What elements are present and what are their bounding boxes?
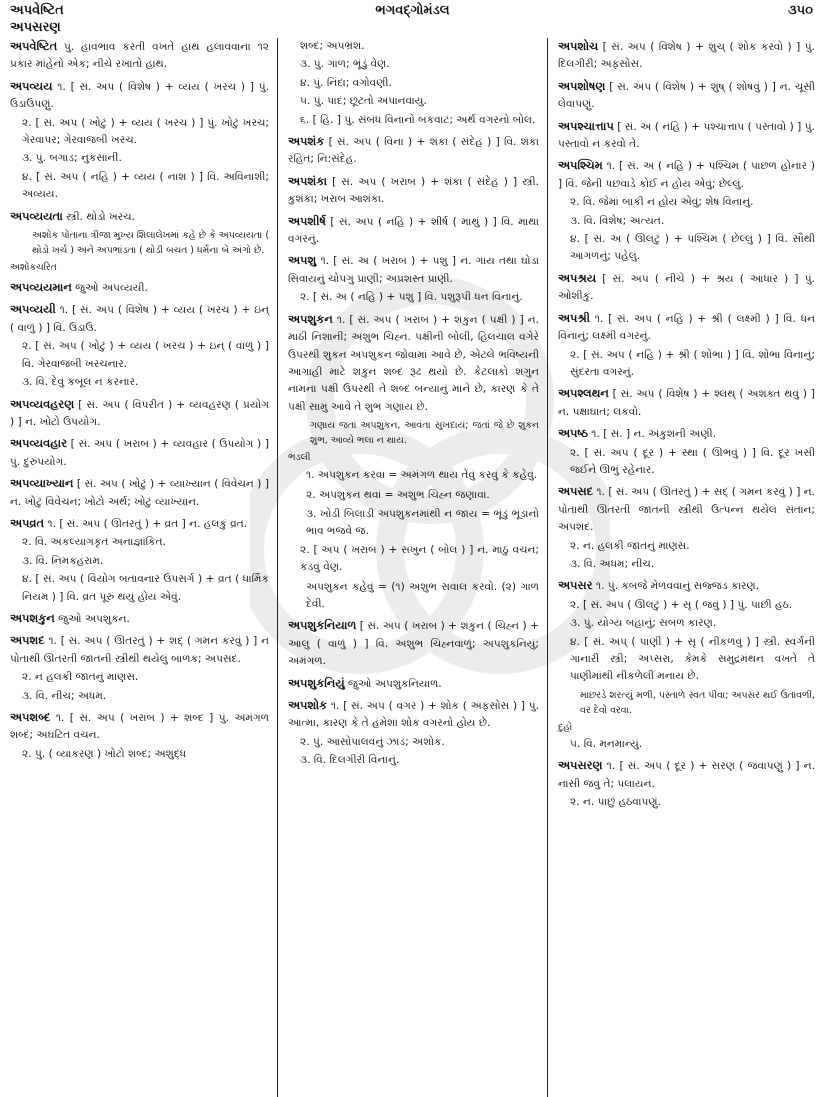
headword: અપશ્રય bbox=[558, 270, 597, 285]
dictionary-entry bbox=[558, 78, 815, 114]
dictionary-entry bbox=[288, 38, 539, 129]
sense: ૩. પું. બગાડ; નુકસાની. bbox=[22, 152, 122, 165]
definition-text: ૧. [ સં. અ ( ખરાબ ) + પશુ ] ન. ગાય તથા ઘોડા સિવાયનું ચોપગું પ્રાણી; અપ્રશસ્ત પ્રાણી. bbox=[288, 255, 539, 285]
headword: અપવ્યય bbox=[10, 78, 53, 93]
dictionary-entry bbox=[10, 208, 269, 275]
definition-text: ૧. [ સં. ] ન. અંકુશની અણી. bbox=[587, 428, 717, 441]
definition-text: જુઓ અપવ્યયી. bbox=[71, 282, 148, 295]
definition-text: [ સં. અપ ( વિશેષ ) + શુચ્ ( શોક કરવો ) ] પું. દિલગીરી; અફસોસ. bbox=[558, 41, 815, 71]
guide-word-first: અપવેષ્ટિત bbox=[10, 3, 64, 18]
entry-definition bbox=[558, 577, 815, 595]
sense: ૩. વિ. વિશેષ; અત્યંત. bbox=[570, 214, 665, 227]
definition-text: [ સં. અપ ( વિપરીત ) + વ્યવહરણ ( પ્રયોગ ) ] ન. ખોટો ઉપયોગ. bbox=[10, 398, 269, 428]
column-right bbox=[547, 38, 825, 1097]
dictionary-entry bbox=[558, 577, 815, 753]
entry-definition bbox=[288, 213, 539, 249]
headword: અપવ્યાખ્યાન bbox=[10, 476, 74, 491]
entry-definition bbox=[10, 396, 269, 432]
headword: અપશ્ચાત્તાપ bbox=[558, 118, 614, 133]
dictionary-entry bbox=[10, 396, 269, 432]
entry-definition bbox=[10, 709, 269, 745]
definition-text: [ સં. અપ ( ખરાબ ) + શકુન ( ચિહ્ન ) + આલુ ( વાળું ) ] વિ. અશુભ ચિહ્નવાળું; અપશુકનિયું; અમંગળ. bbox=[288, 620, 539, 668]
dictionary-entry bbox=[558, 757, 815, 811]
sense: ૨. વિ. જેમાં બાકી ન હોય એવું; શેષ વિનાનું. bbox=[570, 196, 754, 209]
sense: ૪. [ સં. અપ ( નહિ ) + વ્યય ( નાશ ) ] વિ. અવિનાશી; અવ્યય. bbox=[22, 170, 269, 201]
entry-definition bbox=[558, 270, 815, 306]
definition-text: [ સં. અપ ( ખરાબ ) + વ્યવહાર ( ઉપયોગ ) ] પું. દુરુપયોગ. bbox=[10, 438, 269, 468]
sense: ૩. વિ. નિમકહરામ. bbox=[22, 554, 104, 567]
entry-continuation: શબ્દ; અપભ્રંશ. bbox=[300, 40, 365, 52]
guide-word-last: અપસરણ bbox=[10, 20, 61, 35]
entry-definition bbox=[558, 310, 815, 346]
sense: ૪. [ સં. અપ ( વિયોગ બતાવનાર ઉપસર્ગ ) + વ્રત ( ધાર્મિક નિયમ ) ] વિ. વ્રત પૂરું થયું હોય એવું. bbox=[22, 573, 269, 603]
sense: ૨. [ સં. અપ ( નહિ ) + શ્રી ( શોભા ) ] વિ. શોભા વિનાનું; સુંદરતા વગરનું. bbox=[570, 348, 815, 378]
sense: ૨. ન. હલકી જાતનું માણસ. bbox=[570, 539, 690, 552]
definition-text: ૧. [ સં. અપ ( ઊતરતું ) + શદ્ ( ગમન કરવું ) ] ન પોતાથી ઊતરતી જાતની સ્ત્રીથી થયેલું બાળક; અપસદ. bbox=[10, 635, 269, 665]
headword: અપશંક bbox=[288, 134, 325, 149]
dictionary-entry bbox=[10, 279, 269, 297]
dictionary-entry bbox=[288, 133, 539, 169]
definition-text: પું. હાવભાવ કરતી વખતે હાથ હલાવવાના ૧૨ પ્રકાર માંહેનો એક; નીચે રખાતો હાથ. bbox=[10, 41, 269, 71]
page-number: ૩૫૦ bbox=[787, 3, 813, 18]
sense: ૪. [ સં. અ ( ઊલટું ) + પશ્ચિમ ( છેલ્લું ) ] વિ. સૌથી આગળનું; પહેલું. bbox=[570, 233, 815, 263]
quotation-source: ભડલી bbox=[288, 452, 311, 464]
headword: અપશોચ bbox=[558, 39, 599, 53]
sense: ૫. પું. પાદ; છૂટતો અપાનવાયુ. bbox=[300, 95, 427, 108]
headword: અપવ્યયતા bbox=[10, 208, 63, 223]
headword: અપવ્યવહાર bbox=[10, 436, 67, 451]
definition-text: ૧. [ સં. અપ ( વગર ) + શોક ( અફસોસ ) ] પું. આત્મા, કારણ કે તે હંમેશાં શોક વગરનો હોય છે. bbox=[288, 700, 539, 730]
definition-text: ૧. [ સં. અપ ( દૂર ) + સરણ ( જવાપણું ) ] ન. નાસી જવું તે; પલાયન. bbox=[558, 760, 815, 790]
headword: અપશદ bbox=[10, 633, 45, 648]
entry-definition bbox=[10, 475, 269, 511]
dictionary-entry bbox=[558, 270, 815, 306]
dictionary-entry bbox=[288, 675, 539, 693]
definition-text: [ સં. અપ ( ખરાબ ) + શંકા ( સંદેહ ) ] સ્ત્રી. કુશંકા; ખરાબ આશંકા. bbox=[288, 175, 539, 206]
headword: અપસરણ bbox=[558, 758, 603, 773]
definition-text: [ સં. અ ( નહિ ) + પશ્ચાત્તાપ ( પસ્તાવો ) ] પું. પસ્તાવો ન કરવો તે. bbox=[558, 120, 815, 151]
entry-definition bbox=[10, 610, 269, 628]
definition-text: ૧. પું. કબજે મેળવવાનું સજ્જડ કારણ. bbox=[592, 580, 760, 593]
dictionary-entry bbox=[558, 38, 815, 74]
sense: ૨. પું. આસોપાલવનું ઝાડ; અશોક. bbox=[300, 735, 445, 748]
entry-definition bbox=[558, 38, 815, 74]
dictionary-entry bbox=[10, 435, 269, 471]
entry-definition bbox=[288, 675, 539, 693]
quotation: અશોક પોતાના ત્રીજા મુખ્ય શિલાલેખમાં કહે છે કે અપવ્યયતા ( થોડો ખર્ચ ) અને અપભાંડતા ( થોડી બચત ) ધર્મના બે અંગો છે. bbox=[32, 230, 269, 257]
sense: ૨. [ અપ ( ખરાબ ) + સખુન ( બોલ ) ] ન. માઠું વચન; કડવું વેણ. bbox=[300, 543, 539, 574]
page-header bbox=[0, 0, 825, 40]
dictionary-entry bbox=[10, 78, 269, 204]
headword: અપસદ bbox=[558, 484, 594, 499]
sense: ૨. ન હલકી જાતનું માણસ. bbox=[22, 671, 139, 684]
entry-definition bbox=[10, 78, 269, 114]
dictionary-entry bbox=[10, 515, 269, 606]
entry-definition bbox=[288, 311, 539, 416]
headword: અપશોક bbox=[288, 698, 328, 712]
headword: અપસર bbox=[558, 578, 593, 593]
dictionary-entry bbox=[10, 709, 269, 763]
sense: ૩. પું. ગાળ; ભૂંડું વેણ. bbox=[300, 58, 390, 71]
dictionary-entry bbox=[288, 617, 539, 670]
definition-text: જુઓ અપશુકનિયાળ. bbox=[344, 677, 442, 690]
definition-text: ૧. [ સં. અપ ( ઊતરતું ) + વ્રત ] ન. હલકું વ્રત. bbox=[44, 517, 248, 530]
sense: ૪. પું. નિંદા; વગોવણી. bbox=[300, 76, 392, 89]
headword: અપવ્યવહરણ bbox=[10, 396, 75, 411]
entry-definition bbox=[10, 515, 269, 533]
sense: ૨. પું. ( વ્યાકરણ ) ખોટો શબ્દ; અશુદ્ધ bbox=[22, 747, 187, 760]
idiom: અપશુકન કહેવું = (૧) અશુભ સવાલ કરવો. (૨) ગાળ દેવી. bbox=[306, 580, 539, 610]
definition-text: [ સં. અપ ( વિશેષ ) + શ્લથ્ ( અશક્ત થવું ) ] ન. પક્ષાઘાત; લકવો. bbox=[558, 388, 815, 418]
headword: અપવ્યયમાન bbox=[10, 280, 72, 295]
idiom: ૨. અપશુકન થવાં = અશુભ ચિહ્ન જણાવાં. bbox=[306, 488, 490, 501]
dictionary-entry bbox=[558, 385, 815, 421]
dictionary-entry bbox=[288, 213, 539, 249]
dictionary-entry bbox=[558, 483, 815, 573]
definition-text: ૧. [ સં. અપ ( ખરાબ ) + શબ્દ ] પું. અમંગળ શબ્દ; અઘટિત વચન. bbox=[10, 712, 269, 742]
entry-definition bbox=[10, 279, 269, 297]
sense: ૩. વિ. નીચ; અધમ. bbox=[22, 689, 107, 702]
entry-definition bbox=[288, 617, 539, 670]
definition-text: [ સં. અપ ( વિશેષ ) + શુષ્ ( શોષવું ) ] ન. ચૂસી લેવાપણું. bbox=[558, 80, 815, 111]
entry-definition bbox=[558, 118, 815, 154]
sense: ૫. વિ. મનમાન્યું. bbox=[570, 737, 643, 750]
headword: અપશ્ચિમ bbox=[558, 158, 603, 173]
entry-definition bbox=[288, 252, 539, 288]
entry-definition bbox=[558, 385, 815, 421]
definition-text: [ સં. અપ ( નીચે ) + શ્રય ( આધાર ) ] પું. ઓશીકું. bbox=[558, 272, 815, 303]
dictionary-entry bbox=[558, 118, 815, 154]
column-left bbox=[0, 38, 277, 1097]
book-title: ભગવદ્ગોમંડલ bbox=[375, 3, 450, 18]
sense: ૨. ન. પાછું હઠવાપણું. bbox=[570, 796, 661, 809]
dictionary-entry bbox=[288, 697, 539, 770]
sense: ૪. [ સં. અપ્ ( પાણી ) + સૃ ( નીકળવું ) ] સ્ત્રી. સ્વર્ગની ગાનારી સ્ત્રી; અપ્સરા, કેમકે સમુદ્રમંથન વખતે તે પાણીમાંથી નીકળેલી મનાય છે. bbox=[570, 635, 815, 683]
headword: અપવ્રત bbox=[10, 515, 45, 530]
quotation-source: દુહો bbox=[558, 721, 573, 733]
dictionary-entry bbox=[10, 475, 269, 511]
sense: ૨. વિ. અકલ્યાગકૃત અનાજ્ઞાંકિત. bbox=[22, 536, 166, 549]
headword: અપવ્યયી bbox=[10, 302, 56, 317]
dictionary-entry bbox=[10, 632, 269, 705]
entry-definition bbox=[10, 208, 269, 226]
sense: ૩. વિ. અધમ; નીચ. bbox=[570, 557, 655, 570]
headword: અપશબ્દ bbox=[10, 710, 51, 724]
entry-definition bbox=[558, 483, 815, 536]
definition-text: ૧. [ સં. અપ ( ખરાબ ) + શકુન ( પક્ષી ) ] ન. માઠી નિશાની; અશુભ ચિહ્ન. પક્ષીની બોલી, હિલચાલ વગેરે ઉપરથી શુકન અપશુકન જોવામાં આવે છે, એટલે ભવિષ્યની આગાહી માટે શકુન શબ્દ રૂઢ થયો છે. કેટલાકો શગુન નામના પક્ષી ઉપરથી તે શબ્દ બન્યાનું માને છે, કારણ કે તે પક્ષી સામું આવે તે શુભ ગણાય છે. bbox=[288, 313, 539, 413]
definition-text: [ સં. અપ ( વિના ) + શંકા ( સંદેહ ) ] વિ. શંકા રહિત; નિ:સંદેહ. bbox=[288, 136, 539, 166]
entry-definition bbox=[558, 425, 815, 443]
sense: ૨. [ સં. અપ ( ખોટું ) + વ્યય ( ખરચ ) ] પું. ખોટું ખરચ; ગેરવાપર; ગેરવાજબી ખરચ. bbox=[22, 116, 269, 147]
sense: ૨. [ સં. અપ ( દૂર ) + સ્થા ( ઊભવું ) ] વિ. દૂર ખસી જઈને ઊભું રહેનાર. bbox=[570, 446, 815, 476]
entry-definition bbox=[288, 697, 539, 733]
dictionary-entry bbox=[288, 173, 539, 209]
definition-text: [ સં. અપ ( નહિ ) + શીર્ષ ( માથું ) ] વિ. માથા વગરનું. bbox=[288, 215, 539, 246]
headword: અપશ્લથન bbox=[558, 386, 609, 401]
entry-definition bbox=[558, 78, 815, 114]
headword: અપષ્ઠ bbox=[558, 426, 588, 441]
headword: અપશકુન bbox=[10, 610, 55, 625]
dictionary-entry bbox=[288, 252, 539, 306]
entry-definition bbox=[10, 301, 269, 337]
entry-definition bbox=[288, 173, 539, 209]
entry-definition bbox=[10, 632, 269, 668]
definition-text: ૧. [ સં. અ ( નહિ ) + પશ્ચિમ ( પાછળ હોનાર ) ] વિ. જેની પછવાડે કોઈ ન હોય એવું; છેલ્લું. bbox=[558, 160, 815, 190]
headword: અપશુકનિયું bbox=[288, 675, 345, 690]
headword: અપશોષણ bbox=[558, 78, 606, 93]
dictionary-entry bbox=[10, 301, 269, 391]
dictionary-entry bbox=[10, 38, 269, 74]
headword: અપશુકનિયાળ bbox=[288, 618, 357, 633]
headword: અપશુ bbox=[288, 253, 317, 268]
definition-text: ૧. [ સં. અપ ( વિશેષ ) + વ્યય ( ખરચ ) + ઇન્ ( વાળું ) ] વિ. ઉડાઉ. bbox=[10, 304, 269, 334]
headword: અપવેષ્ટિત bbox=[10, 39, 58, 53]
idiom: ૩. ખોડી બિલાડી અપશુકનમાંથી ન જાય = ભૂંડું ભૂંડાનો ભાવ ભજવે જ. bbox=[306, 507, 539, 538]
quotation: ગણાય જતાં અપશુકન, આવંતા સુખદાય; જતાં જે છે શુકન શુભ, આવ્યે ભલા ન થાય. bbox=[310, 420, 539, 447]
definition-text: ૧. [ સં. અપ ( નહિ ) + શ્રી ( લક્ષ્મી ) ] વિ. ધન વિનાનું; લક્ષ્મી વગરનું. bbox=[558, 312, 815, 343]
sense: ૨. [ સં. અપ ( ખોટું ) + વ્યય ( ખરચ ) + ઇન્ ( વાળું ) ] વિ. ગેરવાજબી ખરચનાર. bbox=[22, 340, 269, 370]
entry-definition bbox=[288, 133, 539, 169]
dictionary-entry bbox=[558, 310, 815, 382]
dictionary-entry bbox=[558, 157, 815, 265]
column-middle bbox=[277, 38, 547, 1097]
dictionary-columns bbox=[0, 38, 825, 1097]
entry-definition bbox=[558, 157, 815, 193]
quotation: માછરડે શરત્યું મળી, પસ્તાળે સ્વત પીવા; અપસર થઈ ઉતાવળી, વર દેવો વરવા. bbox=[580, 689, 815, 716]
sense: ૨. [ સં. અપ ( ઊલટું ) + સૃ ( જવું ) ] પું. પાછી હઠ. bbox=[570, 598, 793, 611]
dictionary-entry bbox=[558, 425, 815, 479]
headword: અપશુકન bbox=[288, 311, 333, 326]
sense: ૩. વિ. દેવું કબૂલ ન કરનાર. bbox=[22, 376, 139, 389]
quotation-source: અશોકચરિત bbox=[10, 262, 57, 274]
definition-text: ૧. [ સં. અપ ( ઊતરતું ) + સદ્ ( ગમન કરવું ) ] ન. પોતાથી ઊતરતી જાતની સ્ત્રીથી ઉત્પન્ન થયેલ સંતાન; અપશદ. bbox=[558, 486, 815, 534]
entry-definition bbox=[558, 757, 815, 793]
headword: અપશંકા bbox=[288, 173, 328, 188]
definition-text: [ સં. અપ ( ખોટું ) + વ્યાખ્યાન ( વિવેચન ) ] ન. ખોટું વિવેચન; ખોટો અર્થ; ખોટું વ્યાખ્યાન. bbox=[10, 478, 269, 508]
headword: અપશીર્ષ bbox=[288, 213, 326, 228]
dictionary-entry bbox=[288, 311, 539, 614]
sense: ૩. વિ. દિલગીરી વિનાનું. bbox=[300, 754, 400, 767]
definition-text: ૧. [ સં. અપ ( વિશેષ ) + વ્યય ( ખરચ ) ] પું. ઉડાઉપણું. bbox=[10, 80, 269, 111]
entry-definition bbox=[10, 435, 269, 471]
definition-text: સ્ત્રી. થોડો ખરચ. bbox=[62, 210, 135, 223]
sense: ૩. પું. યોગ્ય બહાનું; સબળ કારણ. bbox=[570, 617, 717, 630]
headword: અપશ્રી bbox=[558, 310, 590, 325]
definition-text: જુઓ અપશુકન. bbox=[54, 612, 130, 625]
entry-definition bbox=[10, 38, 269, 74]
dictionary-entry bbox=[10, 610, 269, 628]
sense: ૬. [ હિં. ] પું. સંબંધ વિનાનો બકવાટ; અર્થ વગરનો બોલ. bbox=[300, 113, 536, 126]
sense: ૨. [ સં. અ ( નહિ ) + પશુ ] વિ. પશુરૂપી ધન વિનાનું. bbox=[300, 291, 523, 304]
idiom: ૧. અપશુકન કરવા = અમંગળ થાય તેવું કરવું કે કહેવું. bbox=[306, 469, 538, 482]
